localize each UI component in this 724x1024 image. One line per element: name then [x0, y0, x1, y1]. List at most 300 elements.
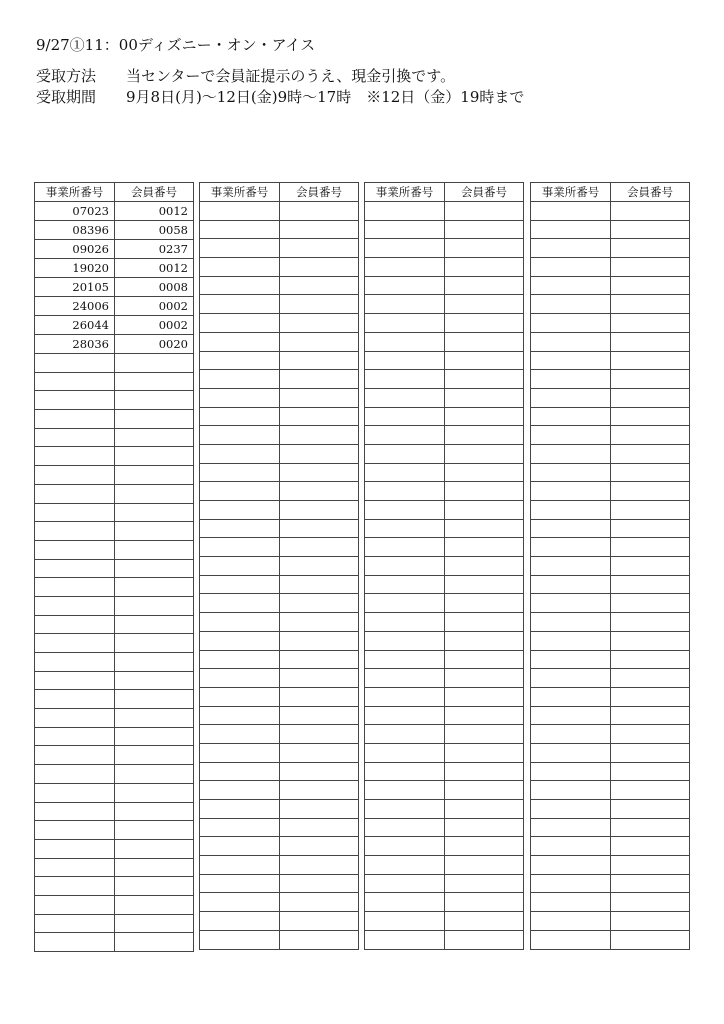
member-number-cell [115, 671, 194, 690]
table-row [200, 725, 359, 744]
table-row [365, 800, 524, 819]
table-row [531, 594, 690, 613]
member-number-cell [115, 522, 194, 541]
office-number-cell [365, 575, 445, 594]
member-number-cell [445, 332, 524, 351]
member-number-cell [280, 463, 359, 482]
table-row [365, 762, 524, 781]
office-number-cell [531, 557, 611, 576]
member-number-cell [611, 781, 690, 800]
table-row [531, 202, 690, 221]
table-row [365, 220, 524, 239]
table-row [365, 538, 524, 557]
member-number-cell [280, 482, 359, 501]
office-number-cell [365, 202, 445, 221]
office-number-cell [35, 653, 115, 672]
member-number-cell [115, 540, 194, 559]
member-number-cell [280, 407, 359, 426]
member-number-cell [280, 220, 359, 239]
office-number-header: 事業所番号 [365, 183, 445, 202]
table-row [531, 613, 690, 632]
office-number-cell: 19020 [35, 259, 115, 278]
member-number-cell [115, 802, 194, 821]
office-number-cell [531, 743, 611, 762]
table-row [200, 351, 359, 370]
member-number-cell [611, 538, 690, 557]
office-number-cell [531, 818, 611, 837]
office-number-cell [35, 802, 115, 821]
office-number-cell [200, 687, 280, 706]
member-number-cell [611, 407, 690, 426]
table-row [35, 221, 194, 240]
office-number-cell [365, 407, 445, 426]
office-number-cell [531, 501, 611, 520]
office-number-cell: 20105 [35, 278, 115, 297]
table-row [35, 914, 194, 933]
info-block [36, 66, 696, 108]
table-row [200, 501, 359, 520]
office-number-cell [531, 781, 611, 800]
table-row [365, 351, 524, 370]
member-number-cell [611, 762, 690, 781]
table-row [35, 746, 194, 765]
office-number-cell [35, 839, 115, 858]
table-row [200, 743, 359, 762]
office-number-cell [35, 895, 115, 914]
table-row [35, 278, 194, 297]
table-row [35, 335, 194, 354]
member-number-cell [280, 444, 359, 463]
office-number-cell [365, 239, 445, 258]
member-number-cell [445, 781, 524, 800]
office-number-cell [531, 332, 611, 351]
table-row [35, 727, 194, 746]
office-number-cell [365, 613, 445, 632]
member-number-cell [445, 893, 524, 912]
office-number-cell [365, 631, 445, 650]
table-row [365, 613, 524, 632]
office-number-cell [531, 407, 611, 426]
office-number-cell [35, 914, 115, 933]
table-row [365, 706, 524, 725]
office-number-cell [35, 690, 115, 709]
table-row [365, 874, 524, 893]
office-number-cell [35, 783, 115, 802]
office-number-cell [200, 557, 280, 576]
table-row [200, 575, 359, 594]
table-row [365, 669, 524, 688]
member-number-cell [280, 874, 359, 893]
table-row [531, 743, 690, 762]
member-number-cell [611, 388, 690, 407]
office-number-cell [365, 444, 445, 463]
office-number-cell [531, 426, 611, 445]
member-number-cell [115, 914, 194, 933]
member-number-cell [611, 295, 690, 314]
member-number-cell [115, 391, 194, 410]
table-row [531, 538, 690, 557]
member-number-cell [611, 276, 690, 295]
table-row [531, 762, 690, 781]
office-number-cell [365, 650, 445, 669]
member-number-cell [115, 634, 194, 653]
office-number-cell [365, 874, 445, 893]
office-number-cell [531, 220, 611, 239]
member-number-cell [280, 594, 359, 613]
member-number-cell [445, 538, 524, 557]
table-row [531, 276, 690, 295]
office-number-cell [35, 746, 115, 765]
table-row [35, 410, 194, 429]
member-number-cell [611, 557, 690, 576]
office-number-cell [365, 930, 445, 949]
office-number-cell [200, 295, 280, 314]
table-row [365, 258, 524, 277]
table-row [531, 388, 690, 407]
table-row [365, 930, 524, 949]
table-row [35, 466, 194, 485]
member-number-cell [445, 220, 524, 239]
member-number-cell [280, 743, 359, 762]
office-number-cell [365, 706, 445, 725]
member-number-cell [280, 706, 359, 725]
member-number-cell: 0002 [115, 316, 194, 335]
table-row [365, 837, 524, 856]
table-row [365, 426, 524, 445]
member-number-cell [611, 501, 690, 520]
table-row [200, 856, 359, 875]
member-table-4 [530, 182, 690, 950]
table-row [200, 874, 359, 893]
table-row [35, 540, 194, 559]
office-number-cell: 07023 [35, 202, 115, 221]
office-number-cell [531, 874, 611, 893]
office-number-cell [200, 912, 280, 931]
member-number-cell [280, 351, 359, 370]
page-title: 9/27①11：00ディズニー・オン・アイス [36, 36, 316, 54]
member-number-cell [445, 725, 524, 744]
member-number-cell [445, 743, 524, 762]
member-number-cell [115, 727, 194, 746]
table-header-row [200, 183, 359, 202]
member-number-cell [280, 295, 359, 314]
office-number-cell [365, 856, 445, 875]
office-number-cell [35, 428, 115, 447]
office-number-cell [531, 463, 611, 482]
table-row [200, 669, 359, 688]
member-number-cell: 0012 [115, 202, 194, 221]
office-number-cell [35, 877, 115, 896]
member-number-cell [611, 370, 690, 389]
table-row [365, 631, 524, 650]
table-row [200, 258, 359, 277]
member-number-cell [280, 370, 359, 389]
table-row [35, 933, 194, 952]
office-number-cell [365, 800, 445, 819]
office-number-header: 事業所番号 [200, 183, 280, 202]
office-number-cell [200, 800, 280, 819]
member-number-cell [611, 220, 690, 239]
table-row [365, 594, 524, 613]
office-number-cell [200, 575, 280, 594]
table-row [531, 407, 690, 426]
member-table-2 [199, 182, 359, 950]
table-row [365, 407, 524, 426]
table-row [35, 484, 194, 503]
member-number-cell [611, 706, 690, 725]
table-row [200, 444, 359, 463]
office-number-cell [35, 484, 115, 503]
office-number-cell [35, 503, 115, 522]
office-number-cell [200, 388, 280, 407]
table-row [200, 594, 359, 613]
member-number-cell [445, 426, 524, 445]
table-row [365, 781, 524, 800]
member-number-cell [280, 613, 359, 632]
office-number-cell [200, 258, 280, 277]
office-number-cell [35, 391, 115, 410]
table-row [200, 332, 359, 351]
table-row [531, 519, 690, 538]
office-number-cell [531, 669, 611, 688]
member-number-cell [115, 466, 194, 485]
table-row [365, 893, 524, 912]
table-row [531, 351, 690, 370]
office-number-cell [365, 463, 445, 482]
member-number-cell [280, 762, 359, 781]
member-number-cell [115, 690, 194, 709]
table-row [531, 800, 690, 819]
member-number-cell [280, 239, 359, 258]
table-row [35, 372, 194, 391]
member-number-cell [280, 332, 359, 351]
table-row [365, 501, 524, 520]
office-number-cell [200, 351, 280, 370]
member-number-cell [445, 239, 524, 258]
member-number-cell [611, 930, 690, 949]
table-row [35, 503, 194, 522]
member-table-3 [364, 182, 524, 950]
office-number-cell [531, 893, 611, 912]
table-row [531, 444, 690, 463]
office-number-cell [35, 634, 115, 653]
office-number-cell [365, 557, 445, 576]
table-row [200, 202, 359, 221]
office-number-cell [35, 466, 115, 485]
member-number-cell [445, 613, 524, 632]
office-number-cell [531, 762, 611, 781]
member-number-cell [445, 519, 524, 538]
member-table-1 [34, 182, 194, 952]
header [36, 34, 696, 108]
member-number-cell [611, 631, 690, 650]
table-row [200, 800, 359, 819]
member-number-cell [445, 669, 524, 688]
member-number-cell: 0058 [115, 221, 194, 240]
office-number-cell [200, 444, 280, 463]
member-number-cell [280, 501, 359, 520]
member-number-cell [611, 837, 690, 856]
table-row [35, 653, 194, 672]
table-row [35, 559, 194, 578]
member-number-cell [280, 669, 359, 688]
office-number-cell [531, 314, 611, 333]
member-number-cell [280, 258, 359, 277]
member-number-cell [280, 202, 359, 221]
table-row [200, 519, 359, 538]
member-number-cell [280, 856, 359, 875]
table-row [531, 295, 690, 314]
office-number-cell [531, 276, 611, 295]
table-row [200, 613, 359, 632]
table-row [531, 818, 690, 837]
office-number-cell [365, 220, 445, 239]
office-number-cell [35, 354, 115, 373]
member-number-cell [611, 258, 690, 277]
member-number-cell [445, 276, 524, 295]
member-number-cell [611, 650, 690, 669]
office-number-cell [365, 837, 445, 856]
office-number-cell [200, 407, 280, 426]
office-number-cell [200, 613, 280, 632]
table-row [531, 314, 690, 333]
office-number-cell [200, 519, 280, 538]
receive-period-text: 9月8日(月)〜12日(金)9時〜17時 ※12日（金）19時まで [126, 88, 525, 106]
member-number-cell: 0020 [115, 335, 194, 354]
member-number-cell [445, 295, 524, 314]
table-row [531, 687, 690, 706]
member-number-cell [115, 783, 194, 802]
member-number-cell [445, 912, 524, 931]
member-number-cell [115, 503, 194, 522]
office-number-cell [531, 706, 611, 725]
member-number-cell [280, 781, 359, 800]
member-number-header: 会員番号 [611, 183, 690, 202]
office-number-cell [365, 669, 445, 688]
office-number-cell [531, 202, 611, 221]
office-number-cell [365, 687, 445, 706]
table-row [200, 687, 359, 706]
office-number-cell [365, 351, 445, 370]
office-number-cell [200, 370, 280, 389]
member-number-cell [280, 818, 359, 837]
table-row [35, 783, 194, 802]
office-number-cell [200, 501, 280, 520]
member-number-cell [445, 557, 524, 576]
member-number-cell [445, 631, 524, 650]
office-number-cell [200, 856, 280, 875]
table-row [365, 818, 524, 837]
member-number-cell [611, 912, 690, 931]
office-number-cell [531, 388, 611, 407]
member-number-cell [115, 839, 194, 858]
table-row [35, 240, 194, 259]
member-number-cell [445, 501, 524, 520]
office-number-cell [200, 426, 280, 445]
table-row [365, 314, 524, 333]
office-number-cell [531, 930, 611, 949]
table-row [365, 912, 524, 931]
office-number-cell [365, 912, 445, 931]
member-number-cell [115, 765, 194, 784]
member-number-cell [611, 856, 690, 875]
office-number-cell [365, 295, 445, 314]
member-number-cell [115, 559, 194, 578]
table-row [365, 202, 524, 221]
member-number-header: 会員番号 [445, 183, 524, 202]
member-number-cell [445, 314, 524, 333]
table-row [200, 631, 359, 650]
office-number-cell [200, 893, 280, 912]
office-number-cell [200, 818, 280, 837]
receive-period-label: 受取期間 [36, 88, 97, 106]
member-number-header: 会員番号 [280, 183, 359, 202]
office-number-cell [365, 762, 445, 781]
member-number-cell [280, 725, 359, 744]
office-number-cell [35, 858, 115, 877]
table-row [531, 426, 690, 445]
office-number-cell: 08396 [35, 221, 115, 240]
member-number-cell [611, 426, 690, 445]
member-number-cell: 0012 [115, 259, 194, 278]
member-number-cell: 0002 [115, 297, 194, 316]
office-number-cell [531, 575, 611, 594]
table-row [35, 895, 194, 914]
office-number-cell [35, 765, 115, 784]
office-number-cell [35, 447, 115, 466]
office-number-cell [200, 202, 280, 221]
member-number-cell [611, 314, 690, 333]
office-number-cell [531, 519, 611, 538]
member-number-cell [115, 410, 194, 429]
member-number-cell [445, 351, 524, 370]
office-number-cell [531, 687, 611, 706]
table-row [35, 709, 194, 728]
table-row [200, 482, 359, 501]
table-row [200, 930, 359, 949]
office-number-cell [531, 482, 611, 501]
member-tables [0, 182, 724, 994]
table-row [35, 877, 194, 896]
office-number-header: 事業所番号 [35, 183, 115, 202]
office-number-cell [531, 351, 611, 370]
office-number-cell [200, 837, 280, 856]
office-number-cell [365, 370, 445, 389]
office-number-cell [531, 650, 611, 669]
table-row [531, 463, 690, 482]
office-number-cell [35, 578, 115, 597]
office-number-cell [531, 613, 611, 632]
office-number-cell [365, 743, 445, 762]
member-number-cell [115, 484, 194, 503]
member-number-cell [611, 893, 690, 912]
table-row [365, 575, 524, 594]
office-number-cell [200, 239, 280, 258]
member-number-cell [611, 687, 690, 706]
office-number-cell: 26044 [35, 316, 115, 335]
table-row [365, 388, 524, 407]
table-row [531, 239, 690, 258]
table-row [531, 893, 690, 912]
member-number-cell [611, 444, 690, 463]
office-number-cell [365, 388, 445, 407]
table-header-row [35, 183, 194, 202]
office-number-cell [365, 725, 445, 744]
office-number-cell [35, 933, 115, 952]
table-row [531, 482, 690, 501]
office-number-cell [531, 370, 611, 389]
office-number-cell [35, 522, 115, 541]
